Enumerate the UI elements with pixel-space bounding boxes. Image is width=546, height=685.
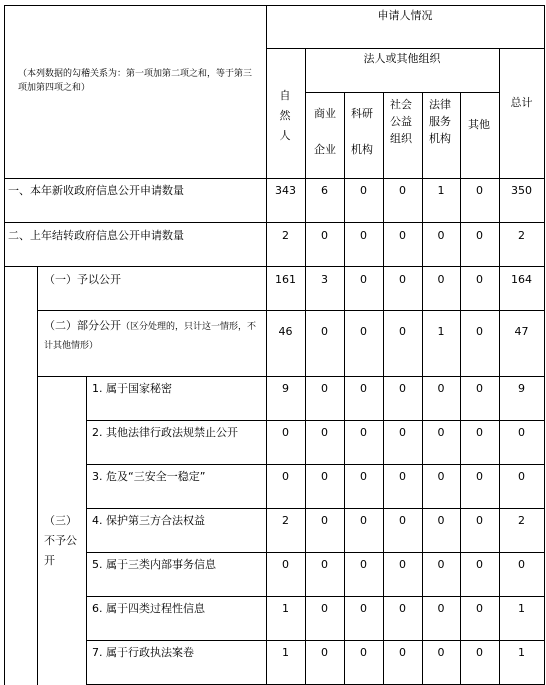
header-legal-service: 法律服务机构 [429, 98, 451, 145]
table-cell: 1 [282, 602, 289, 615]
table-cell: 47 [514, 325, 529, 338]
table-cell: 0 [437, 558, 445, 571]
table-cell: 0 [399, 273, 406, 286]
table-cell: 0 [321, 646, 328, 659]
table-cell: 0 [518, 426, 525, 439]
table-cell: 0 [399, 514, 406, 527]
row-label-partial [44, 317, 258, 355]
table-cell: 0 [282, 426, 289, 439]
table-cell: 0 [437, 602, 445, 615]
row-label-partial-note: （区分处理的，只计这一情形，不计其他情形） [44, 322, 257, 351]
table-cell: 1 [518, 646, 525, 659]
table-cell: 0 [437, 514, 445, 527]
table-cell: 0 [360, 184, 367, 197]
table-cell: 1 [518, 602, 525, 615]
row-label-state-secret: 1. 属于国家秘密 [92, 382, 172, 395]
grid-line [86, 508, 545, 509]
table-cell: 9 [518, 382, 525, 395]
table-cell: 0 [399, 426, 406, 439]
table-cell: 0 [282, 470, 289, 483]
grid-line [4, 178, 545, 179]
grid-line [266, 5, 267, 685]
table-cell: 46 [278, 325, 293, 338]
table-cell: 0 [321, 514, 328, 527]
table-cell: 0 [360, 602, 367, 615]
row-label-partial-main: （二）部分公开 [44, 319, 121, 332]
header-commercial: 商业企业 [314, 107, 336, 156]
grid-line [266, 48, 544, 49]
grid-line [86, 552, 545, 553]
table-cell: 0 [476, 646, 483, 659]
table-cell: 0 [360, 382, 367, 395]
table-cell: 1 [437, 184, 445, 197]
row-label-law-prohibited: 2. 其他法律行政法规禁止公开 [92, 426, 238, 439]
grid-line [305, 92, 499, 93]
table-cell: 0 [399, 602, 406, 615]
grid-line [4, 178, 5, 267]
table-cell: 350 [511, 184, 532, 197]
table-cell: 0 [321, 382, 328, 395]
row-label-carried-over: 二、上年结转政府信息公开申请数量 [8, 229, 184, 242]
grid-line [86, 420, 545, 421]
table-cell: 0 [437, 229, 445, 242]
table-cell: 0 [476, 514, 483, 527]
table-cell: 2 [282, 514, 289, 527]
table-cell: 0 [476, 426, 483, 439]
table-cell: 0 [321, 426, 328, 439]
table-cell: 164 [511, 273, 532, 286]
table-cell: 3 [321, 273, 328, 286]
grid-line [37, 310, 545, 311]
table-cell: 0 [437, 470, 445, 483]
header-applicant-situation: 申请人情况 [377, 9, 433, 22]
table-cell: 0 [476, 558, 483, 571]
table-cell: 1 [437, 325, 445, 338]
table-cell: 0 [399, 229, 406, 242]
row-label-third-party: 4. 保护第三方合法权益 [92, 514, 205, 527]
row-label-enforcement: 7. 属于行政执法案卷 [92, 646, 194, 659]
table-cell: 0 [476, 229, 483, 242]
table-cell: 1 [282, 646, 289, 659]
table-cell: 0 [360, 273, 367, 286]
table-cell: 0 [476, 325, 483, 338]
grid-line [499, 48, 500, 685]
row-label-process-info: 6. 属于四类过程性信息 [92, 602, 205, 615]
row-label-internal-affairs: 5. 属于三类内部事务信息 [92, 558, 216, 571]
table-cell: 0 [476, 602, 483, 615]
table-cell: 0 [360, 325, 367, 338]
row-label-new-requests: 一、本年新收政府信息公开申请数量 [8, 184, 184, 197]
row-label-three-safety: 3. 危及“三安全一稳定” [92, 470, 206, 483]
grid-line [86, 640, 545, 641]
grid-line [4, 266, 545, 267]
grid-line [4, 222, 545, 223]
grid-line [86, 464, 545, 465]
table-cell: 0 [437, 426, 445, 439]
table-cell: 0 [518, 470, 525, 483]
table-cell: 0 [399, 558, 406, 571]
table-cell: 0 [437, 382, 445, 395]
table-cell: 0 [437, 273, 445, 286]
table-cell: 0 [399, 470, 406, 483]
table-cell: 343 [275, 184, 296, 197]
table-cell: 9 [282, 382, 289, 395]
grid-line [4, 266, 5, 685]
header-legal-group: 法人或其他组织 [363, 52, 441, 65]
table-cell: 0 [321, 325, 328, 338]
table-cell: 0 [321, 470, 328, 483]
table-cell: 6 [321, 184, 328, 197]
table-cell: 0 [399, 184, 406, 197]
header-total: 总计 [510, 96, 533, 109]
header-other: 其他 [468, 118, 490, 131]
table-cell: 0 [437, 646, 445, 659]
header-research: 科研机构 [351, 107, 373, 156]
table-cell: 2 [518, 229, 525, 242]
table-cell: 0 [360, 229, 367, 242]
table-cell: 0 [476, 470, 483, 483]
table-cell: 0 [399, 646, 406, 659]
table-cell: 0 [399, 325, 406, 338]
table-cell: 0 [518, 558, 525, 571]
table-cell: 2 [518, 514, 525, 527]
row-label-disclosed: （一）予以公开 [44, 273, 121, 286]
table-cell: 161 [275, 273, 296, 286]
table-cell: 0 [321, 602, 328, 615]
table-cell: 0 [360, 426, 367, 439]
grid-line [86, 376, 87, 685]
table-cell: 0 [476, 382, 483, 395]
grid-line [4, 5, 5, 184]
table-cell: 0 [360, 558, 367, 571]
table-cell: 0 [360, 470, 367, 483]
table-cell: 0 [360, 646, 367, 659]
grid-line [544, 5, 545, 685]
table-cell: 0 [360, 514, 367, 527]
grid-line [4, 5, 545, 6]
header-natural-person: 自然人 [279, 89, 291, 142]
table-cell: 0 [476, 273, 483, 286]
table-cell: 0 [321, 558, 328, 571]
table-cell: 0 [321, 229, 328, 242]
table-cell: 0 [399, 382, 406, 395]
grid-line [37, 376, 545, 377]
table-cell: 0 [282, 558, 289, 571]
header-social: 社会公益组织 [390, 98, 412, 145]
table-cell: 2 [282, 229, 289, 242]
grid-line [305, 48, 306, 685]
grid-line [86, 596, 545, 597]
header-note: （本列数据的勾稽关系为：第一项加第二项之和，等于第三项加第四项之和） [18, 69, 253, 93]
table-cell: 0 [476, 184, 483, 197]
grid-line [37, 266, 38, 685]
section-label-not-disclosed: （三）不予公开 [44, 514, 77, 567]
